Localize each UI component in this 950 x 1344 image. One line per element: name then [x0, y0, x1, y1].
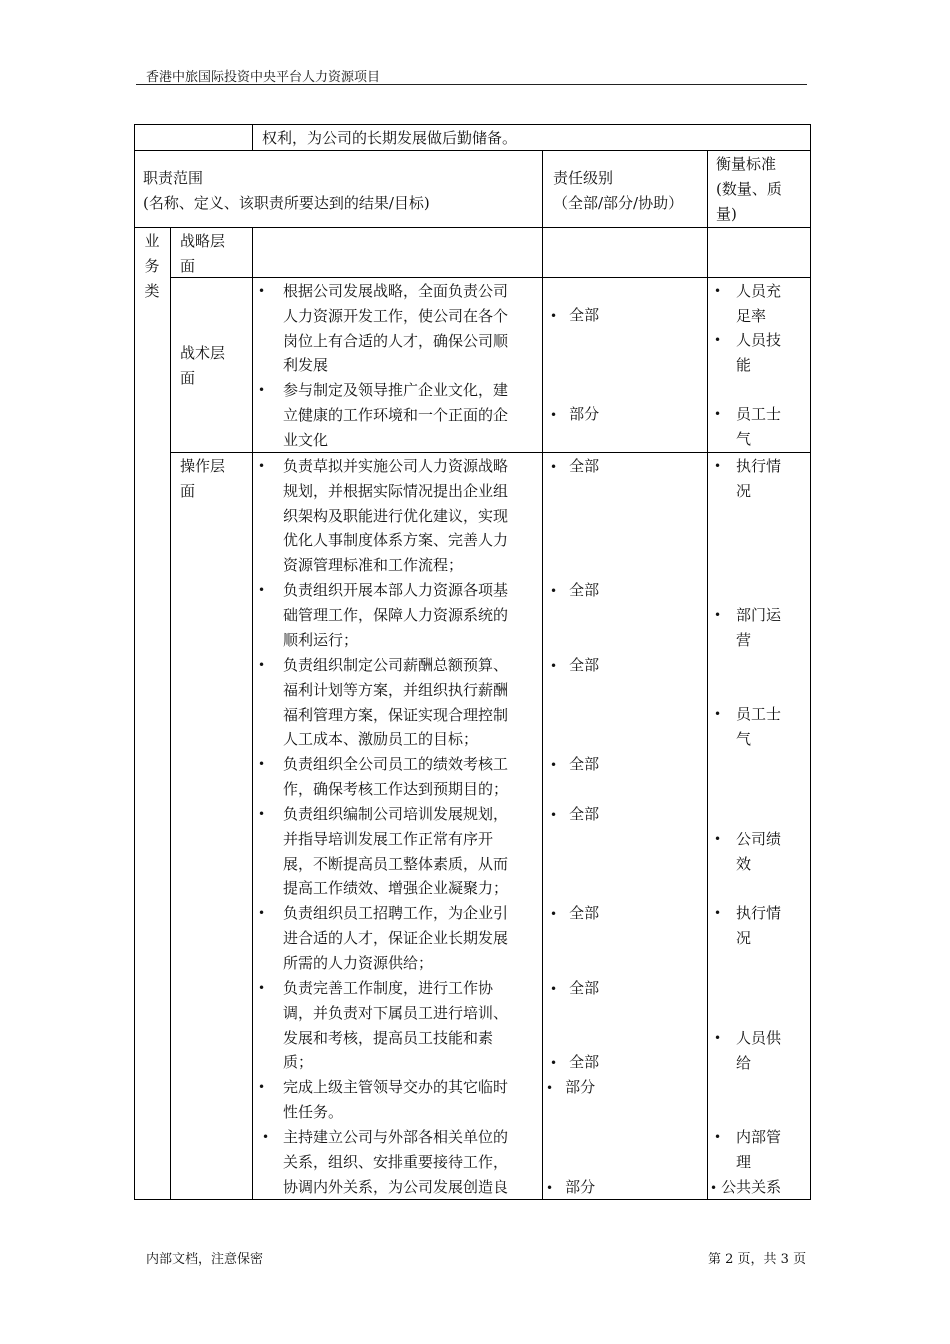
footer-confidential: 内部文档，注意保密: [146, 1252, 264, 1267]
duty-line: 负责草拟并实施公司人力资源战略: [283, 457, 509, 475]
label-line: 面: [180, 368, 196, 387]
level-value: 全部: [569, 1053, 600, 1071]
duty-line: 福利管理方案，保证实现合理控制: [283, 705, 509, 724]
bullet-icon: •: [550, 1056, 558, 1070]
measure-line: 人员充: [736, 282, 782, 300]
measure-line: 执行情: [736, 904, 782, 922]
duty-line: 优化人事制度体系方案、完善人力: [283, 531, 509, 550]
measure-line: 理: [736, 1152, 752, 1171]
duty-line: 调，并负责对下属员工进行培训、: [283, 1003, 509, 1022]
measure-line: 人员技: [736, 331, 782, 349]
duty-line: 作，确保考核工作达到预期目的；: [283, 779, 509, 798]
bullet-icon: •: [714, 407, 722, 421]
measure-item: [710, 1175, 781, 1201]
duty-line: 立健康的工作环境和一个正面的企: [283, 405, 509, 424]
operational-duty-item: [258, 976, 536, 1075]
level-value: 全部: [569, 656, 600, 674]
measure-line: 执行情: [736, 457, 782, 475]
operational-duty-item: [258, 454, 536, 578]
level-value: 部分: [565, 1178, 596, 1196]
duty-line: 性任务。: [283, 1102, 344, 1121]
bullet-icon: •: [258, 284, 266, 298]
measure-line: 能: [736, 355, 752, 374]
level-tag: [550, 653, 599, 679]
duty-line: 利发展: [283, 356, 329, 375]
category-business: [142, 229, 162, 303]
operational-duty-item: [262, 1125, 536, 1199]
measure-header-line: 衡量标准: [716, 155, 777, 173]
duty-line: 顺利运行；: [283, 630, 359, 649]
level-subtitle: （全部/部分/协助）: [553, 193, 684, 212]
col-divider: [252, 124, 253, 151]
tactical-duty-item: [258, 279, 536, 378]
measure-line: 公司绩: [736, 830, 782, 848]
bullet-icon: •: [550, 584, 558, 598]
measure-item: [714, 702, 804, 752]
duty-scope-title: 职责范围: [143, 169, 204, 187]
measure-line: 效: [736, 854, 752, 873]
measure-item: [714, 454, 804, 504]
duty-line: 人工成本、激励员工的目标；: [283, 730, 479, 749]
duty-line: 根据公司发展战略，全面负责公司: [283, 282, 509, 300]
category-char: 业: [144, 232, 160, 250]
level-tag: [550, 802, 599, 828]
duty-line: 协调内外关系，为公司发展创造良: [283, 1177, 509, 1196]
bullet-icon: •: [550, 907, 558, 921]
bullet-icon: •: [550, 460, 558, 474]
level-value: 全部: [569, 904, 600, 922]
duty-line: 提高工作绩效、增强企业凝聚力；: [283, 879, 509, 898]
operational-duty-item: [258, 1075, 536, 1125]
duty-line: 完成上级主管领导交办的其它临时: [283, 1078, 509, 1096]
bullet-icon: •: [262, 1130, 270, 1144]
duty-scope-header: [143, 166, 430, 216]
bullet-icon: •: [714, 459, 722, 473]
duty-line: 并指导培训发展工作正常有序开: [283, 829, 494, 848]
bullet-icon: •: [550, 659, 558, 673]
duty-line: 参与制定及领导推广企业文化，建: [283, 381, 509, 399]
duty-line: 织架构及职能进行优化建议，实现: [283, 506, 509, 525]
level-value: 部分: [569, 405, 600, 423]
operational-duty-item: [258, 752, 536, 802]
level-tag: [550, 976, 599, 1002]
measure-line: 况: [736, 481, 752, 500]
label-line: 操作层: [180, 457, 226, 475]
measure-line: 营: [736, 630, 752, 649]
measure-line: 部门运: [736, 606, 782, 624]
col-divider: [707, 150, 708, 1200]
level-tag: [550, 402, 599, 428]
duty-line: 资源管理标准和工作流程；: [283, 556, 464, 575]
label-line: 战术层: [180, 344, 226, 362]
measure-item: [714, 827, 804, 877]
duty-line: 规划，并根据实际情况提出企业组: [283, 481, 509, 500]
level-tag: [550, 752, 599, 778]
duty-line: 人力资源开发工作，使公司在各个: [283, 306, 509, 325]
duty-line: 业文化: [283, 430, 329, 449]
bullet-icon: •: [258, 459, 266, 473]
label-line: 面: [180, 481, 196, 500]
bullet-icon: •: [714, 608, 722, 622]
label-line: 面: [180, 256, 196, 275]
bullet-icon: •: [714, 284, 722, 298]
continued-text: 权利，为公司的长期发展做后勤储备。: [262, 129, 518, 147]
measure-line: 足率: [736, 306, 767, 325]
measure-header-line: 量): [716, 204, 737, 223]
measure-item: [714, 1125, 804, 1175]
measure-item: [714, 402, 804, 452]
bullet-icon: •: [714, 1130, 722, 1144]
row-divider: [134, 227, 811, 228]
bullet-icon: •: [550, 408, 558, 422]
duty-line: 负责组织编制公司培训发展规划，: [283, 805, 509, 823]
bullet-icon: •: [714, 832, 722, 846]
measure-line: 员工士: [736, 405, 782, 423]
level-value: 全部: [569, 581, 600, 599]
bullet-icon: •: [714, 333, 722, 347]
measure-line: 员工士: [736, 705, 782, 723]
footer-page-number: 第 2 页，共 3 页: [708, 1252, 807, 1267]
page-header-title: 香港中旅国际投资中央平台人力资源项目: [146, 70, 381, 85]
level-value: 全部: [569, 457, 600, 475]
strategic-level-label: [180, 229, 225, 279]
category-char: 务: [144, 256, 160, 275]
bullet-icon: •: [550, 982, 558, 996]
duty-line: 关系，组织、安排重要接待工作，: [283, 1152, 509, 1171]
duty-line: 础管理工作，保障人力资源系统的: [283, 605, 509, 624]
category-char: 类: [144, 281, 160, 300]
operational-duty-item: [258, 578, 536, 652]
level-tag: [550, 1050, 599, 1076]
duty-line: 负责组织员工招聘工作，为企业引: [283, 904, 509, 922]
duty-scope-subtitle: (名称、定义、该职责所要达到的结果/目标): [143, 193, 430, 212]
duty-line: 负责完善工作制度，进行工作协: [283, 979, 494, 997]
bullet-icon: •: [258, 906, 266, 920]
bullet-icon: •: [714, 906, 722, 920]
bullet-icon: •: [258, 583, 266, 597]
measure-header-line: (数量、质: [716, 179, 782, 198]
level-header: [553, 166, 683, 216]
duty-line: 进合适的人才，保证企业长期发展: [283, 928, 509, 947]
level-tag: [546, 1175, 595, 1201]
bullet-icon: •: [546, 1181, 554, 1195]
measure-line: 给: [736, 1053, 752, 1072]
level-value: 全部: [569, 306, 600, 324]
operational-level-label: [180, 454, 225, 504]
row-divider: [170, 277, 811, 278]
duty-line: 负责组织制定公司薪酬总额预算、: [283, 656, 509, 674]
measure-line: 公共关系: [721, 1178, 782, 1196]
duty-line: 福利计划等方案，并组织执行薪酬: [283, 680, 509, 699]
table-border-top: [134, 124, 811, 125]
bullet-icon: •: [714, 707, 722, 721]
duty-line: 岗位上有合适的人才，确保公司顺: [283, 331, 509, 350]
measure-item: [714, 603, 804, 653]
bullet-icon: •: [258, 807, 266, 821]
duty-line: 负责组织开展本部人力资源各项基: [283, 581, 509, 599]
level-tag: [550, 578, 599, 604]
duty-line: 主持建立公司与外部各相关单位的: [283, 1128, 509, 1146]
tactical-level-label: [180, 341, 225, 391]
duty-line: 展，不断提高员工整体素质，从而: [283, 854, 509, 873]
level-tag: [550, 303, 599, 329]
duty-line: 所需的人力资源供给；: [283, 953, 434, 972]
label-line: 战略层: [180, 232, 226, 250]
measure-header: [716, 152, 782, 226]
level-value: 全部: [569, 755, 600, 773]
level-tag: [550, 901, 599, 927]
bullet-icon: •: [258, 383, 266, 397]
measure-line: 人员供: [736, 1029, 782, 1047]
level-value: 部分: [565, 1078, 596, 1096]
level-tag: [546, 1075, 595, 1101]
bullet-icon: •: [258, 757, 266, 771]
table-border-right: [810, 124, 811, 1200]
bullet-icon: •: [714, 1031, 722, 1045]
col-divider: [542, 150, 543, 1200]
level-value: 全部: [569, 979, 600, 997]
measure-item: [714, 328, 804, 378]
col-divider: [170, 227, 171, 1200]
measure-item: [714, 1026, 804, 1076]
measure-line: 气: [736, 429, 752, 448]
measure-line: 况: [736, 928, 752, 947]
bullet-icon: •: [550, 808, 558, 822]
measure-item: [714, 901, 804, 951]
measure-line: 内部管: [736, 1128, 782, 1146]
bullet-icon: •: [550, 758, 558, 772]
col-divider: [252, 227, 253, 1200]
operational-duty-item: [258, 901, 536, 975]
level-value: 全部: [569, 805, 600, 823]
level-tag: [550, 454, 599, 480]
level-title: 责任级别: [553, 169, 614, 187]
measure-item: [714, 279, 804, 329]
table-border-left: [134, 124, 135, 1200]
bullet-icon: •: [258, 981, 266, 995]
header-rule: [136, 84, 807, 85]
measure-line: 气: [736, 729, 752, 748]
bullet-icon: •: [546, 1081, 554, 1095]
operational-duty-item: [258, 802, 536, 901]
tactical-duty-item: [258, 378, 536, 452]
duty-line: 发展和考核，提高员工技能和素: [283, 1028, 494, 1047]
bullet-icon: •: [258, 1080, 266, 1094]
operational-duty-item: [258, 653, 536, 752]
duty-line: 负责组织全公司员工的绩效考核工: [283, 755, 509, 773]
bullet-icon: •: [258, 658, 266, 672]
bullet-icon: •: [550, 309, 558, 323]
bullet-icon: •: [710, 1181, 718, 1195]
duty-line: 质；: [283, 1053, 314, 1072]
